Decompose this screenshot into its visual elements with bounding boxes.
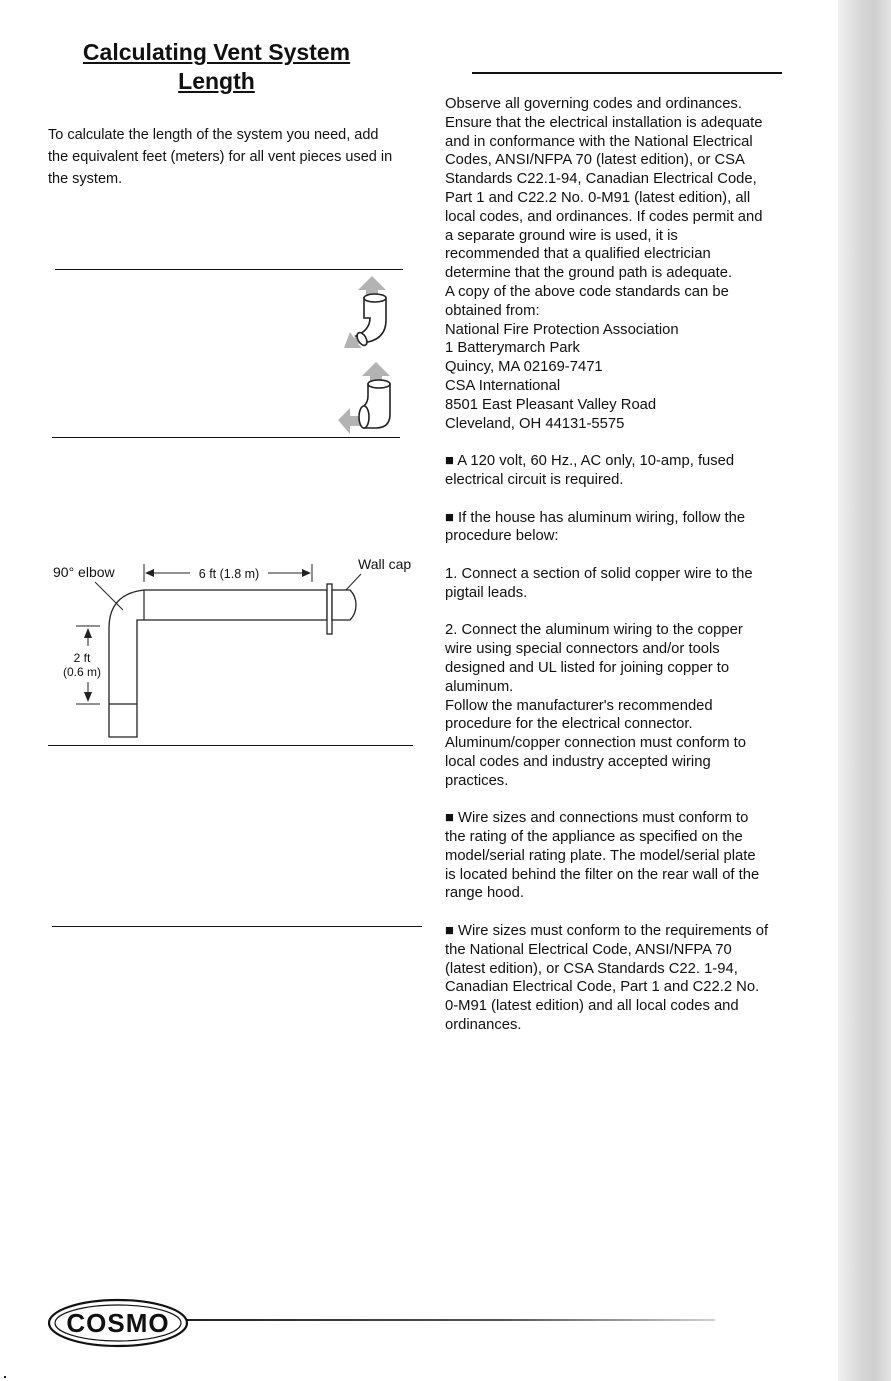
divider-4 — [52, 926, 422, 927]
title-line-2: Length — [178, 68, 255, 94]
side-tab-strip — [838, 0, 891, 1381]
circuit-paragraph: ■ A 120 volt, 60 Hz., AC only, 10-amp, fused electrical circuit is required. — [445, 453, 735, 488]
vent-diagram — [48, 552, 428, 742]
corner-mark — [4, 1376, 6, 1378]
height-label-1: 2 ft — [73, 651, 91, 665]
divider-1 — [55, 269, 403, 270]
cosmo-logo — [47, 1298, 189, 1348]
divider-2 — [52, 437, 400, 438]
electrical-requirements-text — [445, 95, 805, 1054]
step-2-paragraph: 2. Connect the aluminum wiring to the copper wire using special connectors and/or tools designed and UL listed for joining copper to aluminum. Follow the manufacturer's recommended procedure for the electrical connector. Aluminum/copper connection must conform to local codes and industry accepted wiring practices. — [445, 622, 747, 789]
elbow-upright-icon — [340, 276, 400, 348]
divider-3 — [48, 745, 413, 746]
codes-paragraph: Observe all governing codes and ordinances. Ensure that the electrical installation is adequate and in conformance with the National Electrical Codes, ANSI/NFPA 70 (latest edition), or CSA Standards C22.1-94, Canadian Electrical Code, Part 1 and C22.2 No. 0-M91 (latest edition), all local codes, and ordinances. If codes permit and a separate ground wire is used, it is recommended that a qualified electrician determine that the ground path is adequate. A copy of the above code standards can be obtained from: National Fire Protection Association 1 Batterymarch Park Quincy, MA 02169-7471 CSA International 8501 East Pleasant Valley Road Cleveland, OH 44131-5575 — [445, 96, 763, 432]
title-line-1: Calculating Vent System — [82, 39, 351, 65]
intro-text: To calculate the length of the system you need, add the equivalent feet (meters) for all vent pieces used in the system. — [48, 127, 393, 187]
wire-code-paragraph: ■ Wire sizes must conform to the requirements of the National Electrical Code, ANSI/NFPA 70 (latest edition), or CSA Standards C22. 1-94, Canadian Electrical Code, Part 1 and C22.2 No. 0-M91 (latest edition) and all local codes and ordinances. — [445, 923, 769, 1034]
right-heading-rule — [472, 72, 782, 74]
vent-diagram-drawing — [48, 552, 428, 742]
aluminum-paragraph: ■ If the house has aluminum wiring, follow the procedure below: — [445, 509, 746, 545]
logo-text: COSMO — [66, 1308, 170, 1338]
step-1-paragraph: 1. Connect a section of solid copper wire to the pigtail leads. — [445, 565, 753, 601]
section-title — [40, 38, 393, 96]
elbow-side-icon — [336, 362, 398, 436]
wallcap-label: Wall cap — [358, 556, 412, 572]
wire-rating-paragraph: ■ Wire sizes and connections must conform to the rating of the appliance as specified on the model/serial rating plate. The model/serial plate is located behind the filter on the rear wall of the range hood. — [445, 810, 760, 902]
footer-rule — [185, 1319, 715, 1321]
height-label-2: (0.6 m) — [62, 665, 102, 679]
length-label: 6 ft (1.8 m) — [198, 567, 260, 581]
elbow-label: 90° elbow — [53, 564, 115, 580]
